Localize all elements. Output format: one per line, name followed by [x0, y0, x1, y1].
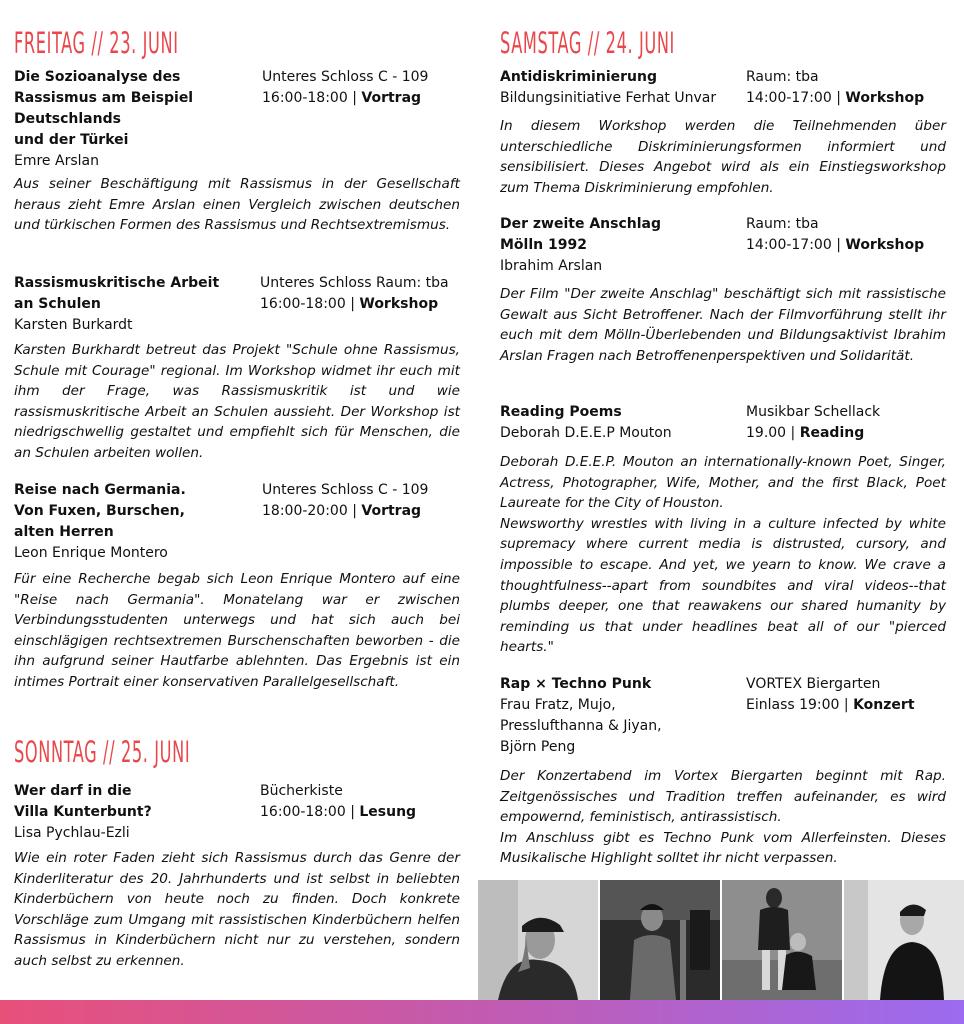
event-type: Konzert — [853, 697, 915, 713]
friday-heading: FREITAG // 23. JUNI — [14, 26, 179, 60]
event-antidiskriminierung — [500, 67, 946, 198]
sunday-heading: SONNTAG // 25. JUNI — [14, 735, 191, 769]
event-speaker: Presslufthanna & Jiyan, — [500, 718, 662, 734]
event-speaker: Frau Fratz, Mujo, — [500, 697, 616, 713]
photo-strip — [478, 880, 964, 1000]
duo-photo — [722, 880, 842, 1000]
description-paragraph: Newsworthy wrestles with living in a culture infected by white supremacy where current media is distrusted, cursory, and impossible to escape. And yet, we yearn to know. We crave a thoughtfulness--apart from soundbites and viral videos--that plumbs deeper, one that reawakens our shared humanity by reminding us that under headlines beat all of our "pierced hearts." — [500, 515, 946, 656]
event-location: Bücherkiste — [260, 783, 343, 799]
event-location: Unteres Schloss C - 109 — [262, 482, 429, 498]
event-description — [500, 116, 946, 198]
event-location: Musikbar Schellack — [746, 404, 881, 420]
sunday-heading-wrap — [14, 735, 298, 769]
event-type: Vortrag — [361, 503, 422, 519]
event-title: Wer darf in die — [14, 783, 132, 799]
description-paragraph: Für eine Recherche begab sich Leon Enrique Montero auf eine "Reise nach Germania". Monatelang war er zwischen Verbindungsstudenten unterwegs und hat sich auch bei einschlägigen rechtsextremen Burschenschaften beworben - die ihn aufgrund seiner Hautfarbe ablehnten. Das Ergebnis ist ein intimes Portrait einer konservativen Parallelgesellschaft. — [14, 571, 460, 690]
description-paragraph: Karsten Burkhardt betreut das Projekt "Schule ohne Rassismus, Schule mit Courage" regional. Im Workshop widmet ihr euch mit ihm der Frage, was Rassismuskritik ist und wie rassismuskritische Arbeit an Schulen aussieht. Der Workshop ist niedrigschwellig gestaltet und empfiehlt sich für Menschen, die an Schulen arbeiten wollen. — [14, 342, 460, 461]
footer-gradient-bar — [0, 1000, 964, 1024]
event-type: Vortrag — [361, 90, 422, 106]
event-title: Mölln 1992 — [500, 237, 587, 253]
event-der-zweite-anschlag — [500, 214, 946, 366]
event-speaker: Björn Peng — [500, 739, 576, 755]
event-time: 19.00 | — [746, 425, 800, 441]
event-title: Reading Poems — [500, 404, 622, 420]
event-location: Unteres Schloss Raum: tba — [260, 275, 449, 291]
description-paragraph: Der Konzertabend im Vortex Biergarten beginnt mit Rap. Zeitgenössisches und Tradition treffen aufeinander, es wird empowernd, feministisch, antirassistisch. — [500, 768, 946, 826]
event-reise-nach-germania — [14, 480, 460, 693]
event-time: 18:00-20:00 | — [262, 503, 362, 519]
saturday-heading: SAMSTAG // 24. JUNI — [500, 26, 675, 60]
event-title: alten Herren — [14, 524, 114, 540]
event-description — [14, 340, 460, 464]
man-in-black-photo — [844, 880, 964, 1000]
event-type: Workshop — [845, 237, 925, 253]
event-villa-kunterbunt — [14, 781, 460, 972]
event-title: Deutschlands — [14, 111, 121, 127]
musician-photo — [600, 880, 720, 1000]
event-speaker: Ibrahim Arslan — [500, 258, 603, 274]
event-description — [14, 174, 460, 236]
event-title: Rap × Techno Punk — [500, 676, 652, 692]
event-speaker: Emre Arslan — [14, 153, 99, 169]
event-title: an Schulen — [14, 296, 101, 312]
event-reading-poems — [500, 402, 946, 658]
event-rassismuskritische-arbeit — [14, 273, 460, 464]
event-description — [500, 284, 946, 366]
event-speaker: Leon Enrique Montero — [14, 545, 168, 561]
event-type: Workshop — [845, 90, 925, 106]
event-time: 14:00-17:00 | — [746, 237, 846, 253]
event-speaker: Deborah D.E.E.P Mouton — [500, 425, 672, 441]
event-title: Villa Kunterbunt? — [14, 804, 152, 820]
event-title: Von Fuxen, Burschen, — [14, 503, 185, 519]
woman-in-cap-photo — [478, 880, 598, 1000]
event-sozioanalyse — [14, 67, 460, 236]
event-description — [500, 452, 946, 658]
event-speaker: Karsten Burkardt — [14, 317, 133, 333]
event-description — [14, 569, 460, 693]
event-time: 16:00-18:00 | — [260, 804, 360, 820]
event-type: Reading — [799, 425, 865, 441]
description-paragraph: Aus seiner Beschäftigung mit Rassismus in der Gesellschaft heraus zieht Emre Arslan einen Vergleich zwischen deutschen und türkischen Formen des Rassismus und Rechtsextremismus. — [14, 176, 460, 234]
event-speaker: Lisa Pychlau-Ezli — [14, 825, 130, 841]
description-paragraph: Wie ein roter Faden zieht sich Rassismus durch das Genre der Kinderliteratur des 20. Jahrhunderts und ist selbst in beliebten Kinderbüchern von heute noch zu finden. Doch konkrete Vorschläge zum Umgang mit rassistischen Kinderbüchern helfen Rassismus in Kinderbüchern nicht nur zu verstehen, sondern auch selbst zu erkennen. — [14, 850, 460, 969]
event-time: 16:00-18:00 | — [262, 90, 362, 106]
event-title: Reise nach Germania. — [14, 482, 186, 498]
event-title: und der Türkei — [14, 132, 129, 148]
event-time: 14:00-17:00 | — [746, 90, 846, 106]
event-title: Rassismus am Beispiel — [14, 90, 194, 106]
event-speaker: Bildungsinitiative Ferhat Unvar — [500, 90, 717, 106]
event-description — [500, 766, 946, 869]
event-title: Die Sozioanalyse des — [14, 69, 181, 85]
description-paragraph: Deborah D.E.E.P. Mouton an internationally-known Poet, Singer, Actress, Photographer, Wife, Mother, and the first Black, Poet Laureate for the City of Houston. — [500, 454, 946, 512]
friday-heading-wrap — [14, 26, 279, 60]
event-rap-techno-punk — [500, 674, 946, 869]
event-time: Einlass 19:00 | — [746, 697, 854, 713]
event-location: Unteres Schloss C - 109 — [262, 69, 429, 85]
event-title: Rassismuskritische Arbeit — [14, 275, 220, 291]
description-paragraph: In diesem Workshop werden die Teilnehmenden über unterschiedliche Diskriminierungsformen informiert und sensibilisiert. Dieses Angebot wird als ein Einstiegsworkshop zum Thema Diskriminierung empfohlen. — [500, 118, 946, 196]
event-title: Antidiskriminierung — [500, 69, 657, 85]
event-location: Raum: tba — [746, 216, 819, 232]
event-location: VORTEX Biergarten — [746, 676, 881, 692]
event-type: Lesung — [359, 804, 417, 820]
saturday-heading-wrap — [500, 26, 782, 60]
event-title: Der zweite Anschlag — [500, 216, 661, 232]
description-paragraph: Im Anschluss gibt es Techno Punk vom Allerfeinsten. Dieses Musikalische Highlight solltet ihr nicht verpassen. — [500, 829, 946, 867]
event-type: Workshop — [359, 296, 439, 312]
event-time: 16:00-18:00 | — [260, 296, 360, 312]
event-description — [14, 848, 460, 972]
description-paragraph: Der Film "Der zweite Anschlag" beschäftigt sich mit rassistische Gewalt aus Sicht Betroffener. Nach der Filmvorführung stellt ihr euch mit dem Mölln-Überlebenden und Bildungsaktivist Ibrahim Arslan Fragen nach Betroffenenperspektiven und Solidarität. — [500, 286, 946, 364]
event-location: Raum: tba — [746, 69, 819, 85]
